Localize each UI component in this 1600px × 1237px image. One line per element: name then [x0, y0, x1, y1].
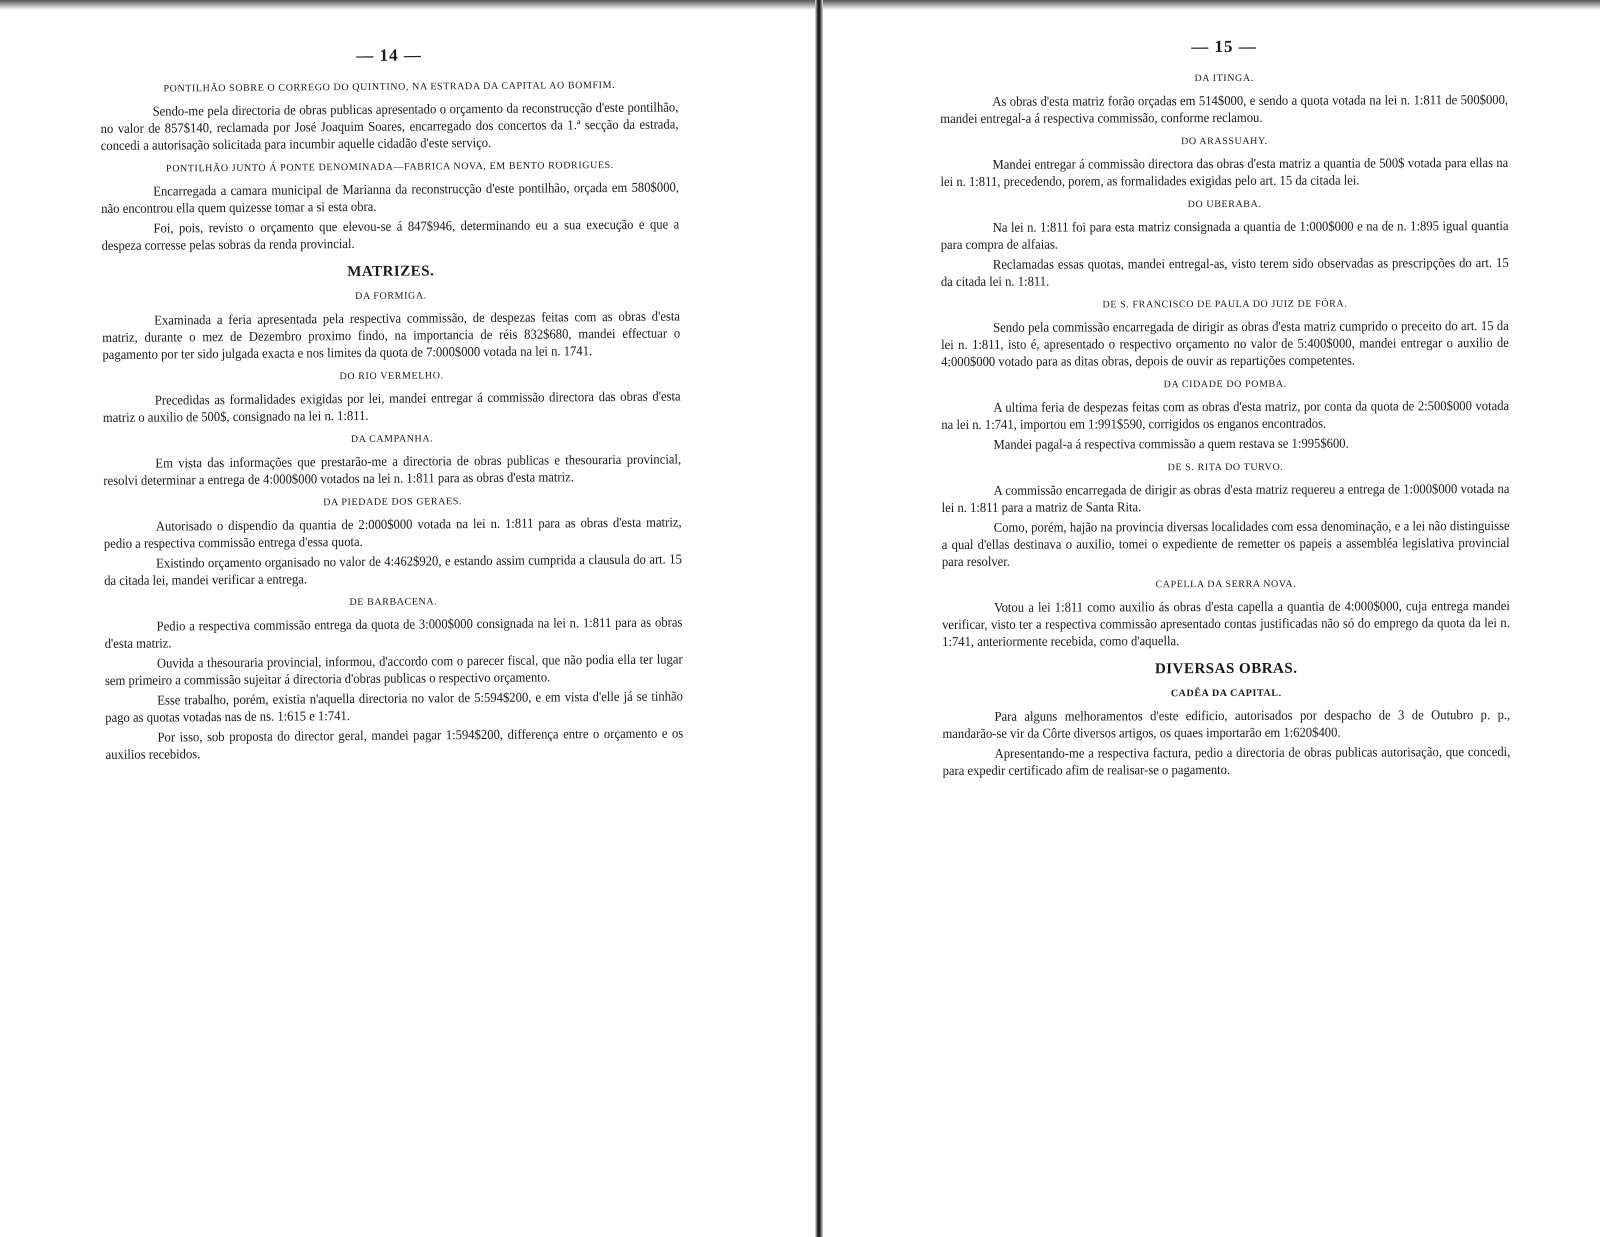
- section-heading: DE BARBACENA.: [349, 596, 438, 609]
- section-heading: CAPELLA DA SERRA NOVA.: [1155, 578, 1297, 591]
- paragraph: Precedidas as formalidades exigidas por lei, mandei entregar á commissão directora das obras d'esta matriz o auxilio de 500$, consignado na lei n. 1:811.: [102, 388, 681, 425]
- section-heading: CADÊA DA CAPITAL.: [1170, 687, 1282, 700]
- paragraph: A commissão encarregada de dirigir as obras d'esta matriz requereu a entrega de 1:000$000 votada na lei n. 1:811 para a matriz de Santa Rita.: [941, 481, 1510, 515]
- left-page-text: [100, 43, 684, 766]
- right-page-text: [940, 36, 1511, 782]
- paragraph: As obras d'esta matriz forão orçadas em 514$000, e sendo a quota votada na lei n. 1:811 de 500$000, mandei entregal-a á respectiva commissão, conforme reclamou.: [940, 92, 1509, 126]
- paragraph: Examinada a feria apresentada pela respectiva commissão, de despezas feitas com as obras d'esta matriz, durante o mez de Dezembro proximo findo, na importancia de réis 832$680, mandei effectuar o pagamento por ter sido julgada exacta e nos limites da quota de 7:000$000 votada na lei n. 1741.: [102, 308, 681, 362]
- section-heading: PONTILHÃO JUNTO Á PONTE DENOMINADA—FABRICA NOVA, EM BENTO RODRIGUES.: [165, 159, 614, 175]
- section-heading: DO UBERABA.: [1187, 198, 1262, 211]
- paragraph: Na lei n. 1:811 foi para esta matriz consignada a quantia de 1:000$000 e na de n. 1:895 igual quantia para compra de alfaias.: [940, 218, 1509, 252]
- paragraph: Existindo orçamento organisado no valor de 4:462$920, e estando assim cumprida a clausula do art. 15 da citada lei, mandei verificar a entrega.: [104, 551, 682, 588]
- page-number: — 14 —: [356, 45, 422, 65]
- paragraph: Foi, pois, revisto o orçamento que elevou-se á 847$946, determinando eu a sua execução e que a despeza corresse pelas sobras da renda provincial.: [101, 216, 680, 253]
- paragraph: Sendo pela commissão encarregada de dirigir as obras d'esta matriz cumprido o preceito do art. 15 da lei n. 1:811, isto é, apresentado o respectivo orçamento no valor de 5:400$000, mandei entregar o auxilio de 4:000$000 votado para as ditas obras, depois de ouvir as repartições competentes.: [941, 318, 1509, 369]
- paragraph: A ultima feria de despezas feitas com as obras d'esta matriz, por conta da quota de 2:500$000 votada na lei n. 1:741, importou em 1:991$590, corrigidos os enganos encontrados.: [941, 398, 1510, 432]
- paragraph: Encarregada a camara municipal de Marianna da reconstrucção d'este pontilhão, orçada em 580$000, não encontrou ella quem quizesse tomar a si esta obra.: [101, 179, 680, 216]
- major-heading: MATRIZES.: [347, 263, 435, 281]
- paragraph: Mandei entregar á commissão directora das obras d'esta matriz a quantia de 500$ votada para ellas na lei n. 1:811, precedendo, porem, as formalidades exigidas pelo art. 15 da citada lei.: [940, 155, 1509, 189]
- section-heading: DO ARASSUAHY.: [1181, 135, 1268, 148]
- paragraph: Ouvida a thesouraria provincial, informou, d'accordo com o parecer fiscal, que não podia ella ter lugar sem primeiro a commissão sujeitar á directoria d'obras publicas o respectivo orçamento.: [104, 651, 683, 688]
- right-page: [823, 0, 1600, 1237]
- book-gutter: [815, 0, 823, 1237]
- section-heading: DA CAMPANHA.: [350, 433, 434, 446]
- paragraph: Esse trabalho, porém, existia n'aquella directoria no valor de 5:594$200, e em vista d'elle já se tinhão pago as quotas votadas nas de ns. 1:615 e 1:741.: [105, 688, 684, 725]
- paragraph: Por isso, sob proposta do director geral, mandei pagar 1:594$200, differença entre o orçamento e os auxilios recebidos.: [105, 725, 684, 762]
- paragraph: Para alguns melhoramentos d'este edificio, autorisados por despacho de 3 de Outubro p. p., mandarão-se vir da Côrte diversos artigos, os quaes importarão em 1:620$400.: [942, 707, 1511, 741]
- section-heading: DA ITINGA.: [1194, 72, 1254, 85]
- section-heading: PONTILHÃO SOBRE O CORREGO DO QUINTINO, NA ESTRADA DA CAPITAL AO BOMFIM.: [163, 79, 616, 95]
- paragraph: Como, porém, hajão na provincia diversas localidades com essa denominação, e a lei não distinguisse a qual d'ellas destinava o auxilio, tomei o expediente de remetter os papeis a assembléa legislativa provincial para resolver.: [941, 518, 1510, 569]
- section-heading: DA CIDADE DO POMBA.: [1163, 378, 1287, 391]
- paragraph: Apresentando-me a respectiva factura, pedio a directoria de obras publicas autorisação, que concedi, para expedir certificado afim de realisar-se o pagamento.: [942, 744, 1511, 778]
- paragraph: Sendo-me pela directoria de obras publicas apresentado o orçamento da reconstrucção d'este pontilhão, no valor de 857$140, reclamada por José Joaquim Soares, encarregado dos concertos da 1.ª secção da estrada, concedi a autorisação solicitada para incumbir aquelle cidadão d'este serviço.: [100, 99, 679, 153]
- paragraph: Em vista das informações que prestarão-me a directoria de obras publicas e thesouraria provincial, resolvi determinar a entrega de 4:000$000 votados na lei n. 1:811 para as obras d'esta matriz.: [103, 451, 682, 488]
- paragraph: Autorisado o dispendio da quantia de 2:000$000 votada na lei n. 1:811 para as obras d'esta matriz, pedio a respectiva commissão entrega d'essa quota.: [103, 514, 682, 551]
- section-heading: DA PIEDADE DOS GERAES.: [323, 496, 462, 509]
- section-heading: DO RIO VERMELHO.: [339, 370, 444, 383]
- section-heading: DE S. FRANCISCO DE PAULA DO JUIZ DE FÓRA.: [1102, 298, 1348, 311]
- section-heading: DE S. RITA DO TURVO.: [1167, 461, 1284, 474]
- major-heading: DIVERSAS OBRAS.: [1154, 660, 1298, 678]
- section-heading: DA FORMIGA.: [355, 290, 427, 303]
- paragraph: Votou a lei 1:811 como auxilio ás obras d'esta capella a quantia de 4:000$000, cuja entrega mandei verificar, visto ter a respectiva commissão apresentado contas justificadas não só do emprego da quota da lei n. 1:741, anteriormente recebida, como d'aquella.: [942, 598, 1510, 649]
- paragraph: Mandei pagal-a á respectiva commissão a quem restava se 1:995$600.: [993, 435, 1349, 452]
- paragraph: Reclamadas essas quotas, mandei entregal-as, visto terem sido observadas as prescripções do art. 15 da citada lei n. 1:811.: [940, 255, 1509, 289]
- paragraph: Pedio a respectiva commissão entrega da quota de 3:000$000 consignada na lei n. 1:811 para as obras d'esta matriz.: [104, 614, 683, 651]
- page-number: — 15 —: [1191, 36, 1257, 57]
